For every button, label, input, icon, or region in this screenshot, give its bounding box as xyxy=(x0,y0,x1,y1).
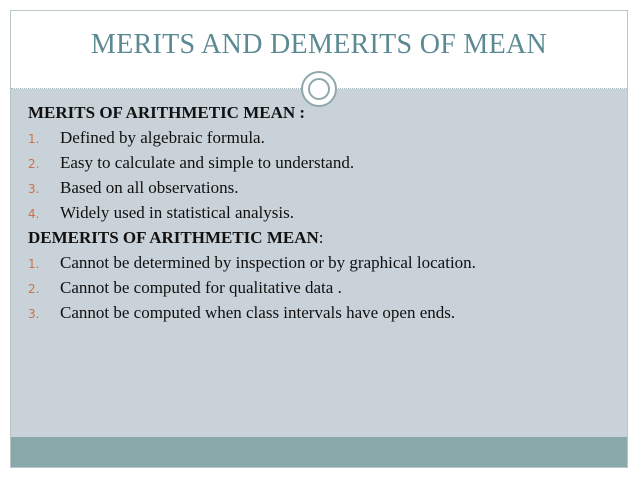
list-number: 1. xyxy=(28,257,40,271)
list-number: 3. xyxy=(28,182,40,196)
list-text: Easy to calculate and simple to understand. xyxy=(60,153,355,172)
list-item xyxy=(28,153,627,178)
demerits-colon: : xyxy=(318,228,324,247)
list-text: Cannot be computed when class intervals have open ends. xyxy=(60,303,456,322)
list-text: Widely used in statistical analysis. xyxy=(60,203,294,222)
list-number: 4. xyxy=(28,207,40,221)
slide-title: MERITS AND DEMERITS OF MEAN xyxy=(90,29,548,60)
list-item xyxy=(28,178,627,203)
circle-ornament-inner xyxy=(308,78,330,100)
list-item xyxy=(28,128,627,153)
list-text: Cannot be computed for qualitative data . xyxy=(60,278,342,297)
list-number: 2. xyxy=(28,282,40,296)
list-item xyxy=(28,278,627,303)
list-number: 3. xyxy=(28,307,40,321)
list-item xyxy=(28,303,627,328)
circle-ornament-icon xyxy=(301,71,337,107)
list-number: 1. xyxy=(28,132,40,146)
list-item xyxy=(28,253,627,278)
demerits-heading-line xyxy=(28,228,627,253)
merits-heading: MERITS OF ARITHMETIC MEAN : xyxy=(28,103,306,122)
demerits-heading: DEMERITS OF ARITHMETIC MEAN xyxy=(28,228,319,247)
list-number: 2. xyxy=(28,157,40,171)
list-text: Cannot be determined by inspection or by graphical location. xyxy=(60,253,476,272)
footer-bar xyxy=(11,437,627,468)
slide xyxy=(10,10,628,468)
content-area xyxy=(11,89,627,437)
list-item xyxy=(28,203,627,228)
list-text: Defined by algebraic formula. xyxy=(60,128,265,147)
list-text: Based on all observations. xyxy=(60,178,239,197)
